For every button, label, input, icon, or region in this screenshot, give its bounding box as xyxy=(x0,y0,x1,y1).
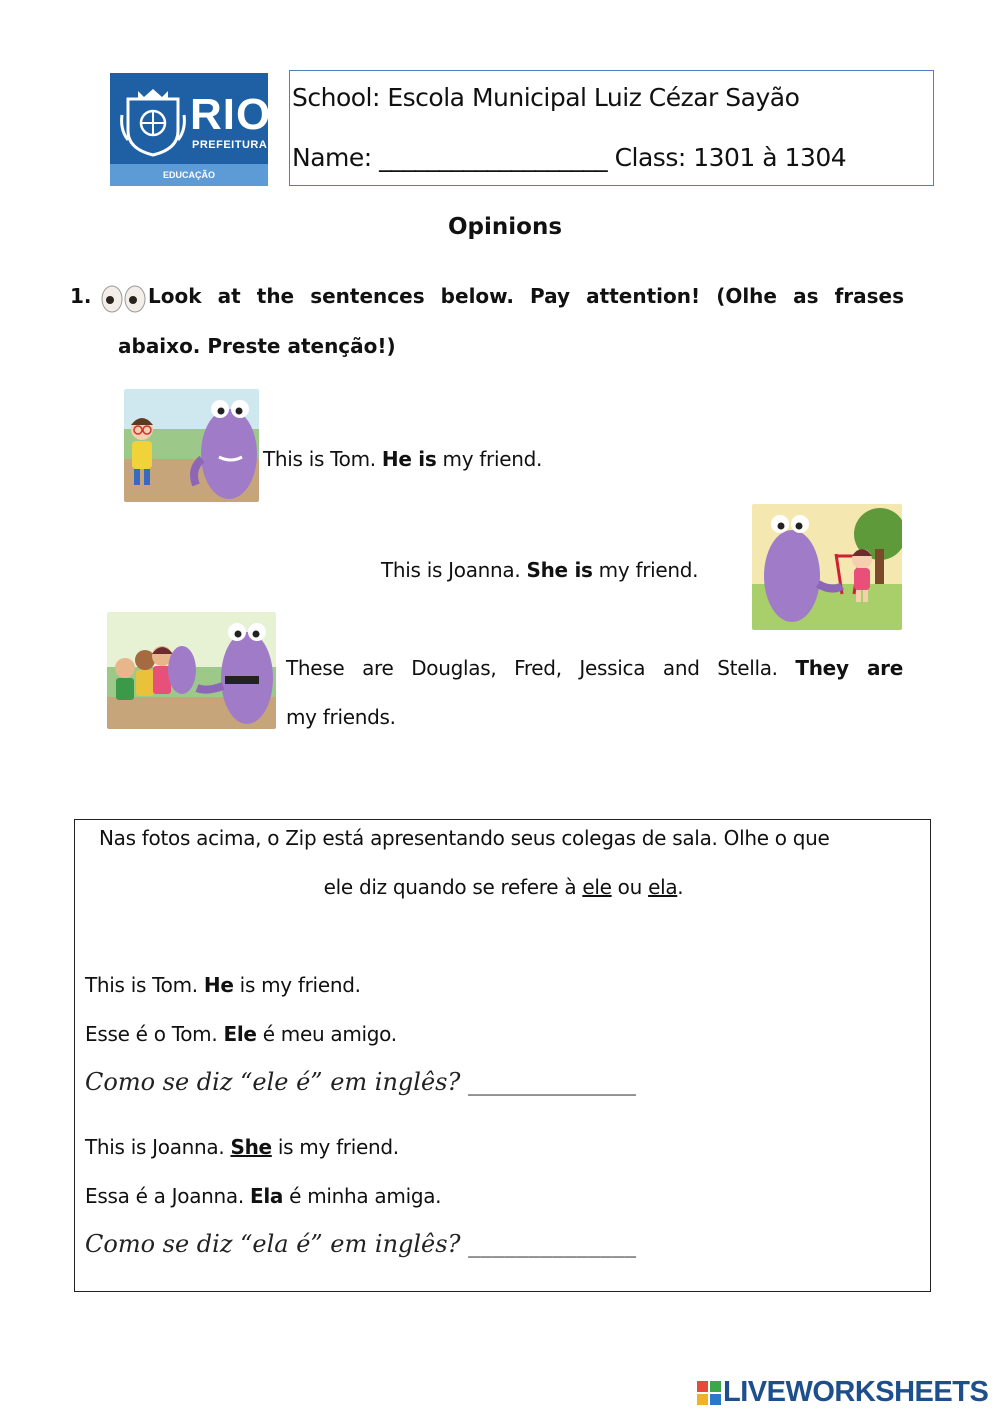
logo-subtitle: PREFEITURA xyxy=(192,139,268,151)
intro-line1: Nas fotos acima, o Zip está apresentando seus colegas de sala. Olhe o que xyxy=(99,826,830,850)
joanna-english-bold: She xyxy=(230,1135,272,1159)
question-ele-e[interactable]: Como se diz “ele é” em inglês? ______________ xyxy=(85,1068,636,1096)
group-zip-picture xyxy=(107,612,276,729)
sentence-group xyxy=(286,656,903,680)
footer-brand-text: LIVEWORKSHEETS xyxy=(723,1376,989,1408)
intro-ela: ela xyxy=(648,875,678,899)
sentence-joanna-post: my friend. xyxy=(592,558,699,582)
intro-end: . xyxy=(677,875,684,899)
sentence-joanna-pre: This is Joanna. xyxy=(381,558,527,582)
liveworksheets-logo-icon xyxy=(697,1381,721,1405)
sentence-group-pre: These are Douglas, Fred, Jessica and Stella. xyxy=(286,656,796,680)
tom-english-bold: He xyxy=(203,973,234,997)
page-title: Opinions xyxy=(447,214,563,240)
name-class-line[interactable]: Name: ___________________ Class: 1301 à 1304 xyxy=(292,143,847,172)
info-box xyxy=(74,819,931,1292)
sentence-group-bold: They are xyxy=(795,656,903,680)
joanna-english-post: is my friend. xyxy=(271,1135,399,1159)
sentence-tom-bold: He is xyxy=(381,447,437,471)
instruction-text-line2: abaixo. Preste atenção!) xyxy=(118,334,396,358)
logo-department: EDUCAÇÃO xyxy=(110,164,268,186)
sentence-joanna-bold: She is xyxy=(526,558,593,582)
instruction-text: Look at the sentences below. Pay attention! (Olhe as frases xyxy=(148,284,904,308)
tom-english-pre: This is Tom. xyxy=(85,973,204,997)
intro-ou: ou xyxy=(611,875,649,899)
tom-zip-picture xyxy=(124,389,259,502)
joanna-portuguese-bold: Ela xyxy=(249,1184,284,1208)
intro-line2-pre: ele diz quando se refere à xyxy=(323,875,583,899)
joanna-english-pre: This is Joanna. xyxy=(85,1135,231,1159)
sentence-tom xyxy=(263,447,542,471)
sentence-group-line2: my friends. xyxy=(286,705,396,729)
tom-portuguese-pre: Esse é o Tom. xyxy=(85,1022,224,1046)
joanna-portuguese-post: é minha amiga. xyxy=(283,1184,442,1208)
joanna-portuguese-pre: Essa é a Joanna. xyxy=(85,1184,250,1208)
logo-name: RIO xyxy=(190,90,272,139)
sentence-joanna xyxy=(381,558,698,582)
question-ela-e[interactable]: Como se diz “ela é” em inglês? ______________ xyxy=(85,1230,637,1258)
header-box xyxy=(289,70,934,186)
joanna-english xyxy=(85,1135,399,1159)
city-crest-icon xyxy=(120,85,186,157)
joanna-zip-picture xyxy=(752,504,902,630)
footer-brand[interactable] xyxy=(697,1376,988,1410)
tom-portuguese xyxy=(85,1022,397,1046)
tom-english xyxy=(85,973,361,997)
sentence-tom-post: my friend. xyxy=(436,447,543,471)
intro-line2 xyxy=(75,875,932,899)
sentence-tom-pre: This is Tom. xyxy=(263,447,382,471)
joanna-portuguese xyxy=(85,1184,441,1208)
eyes-icon xyxy=(101,285,147,313)
intro-ele: ele xyxy=(582,875,612,899)
school-line: School: Escola Municipal Luiz Cézar Sayão xyxy=(292,83,800,112)
tom-english-post: is my friend. xyxy=(233,973,361,997)
tom-portuguese-bold: Ele xyxy=(223,1022,257,1046)
instruction-number: 1. xyxy=(70,284,92,308)
rio-education-logo xyxy=(110,73,272,186)
tom-portuguese-post: é meu amigo. xyxy=(256,1022,397,1046)
